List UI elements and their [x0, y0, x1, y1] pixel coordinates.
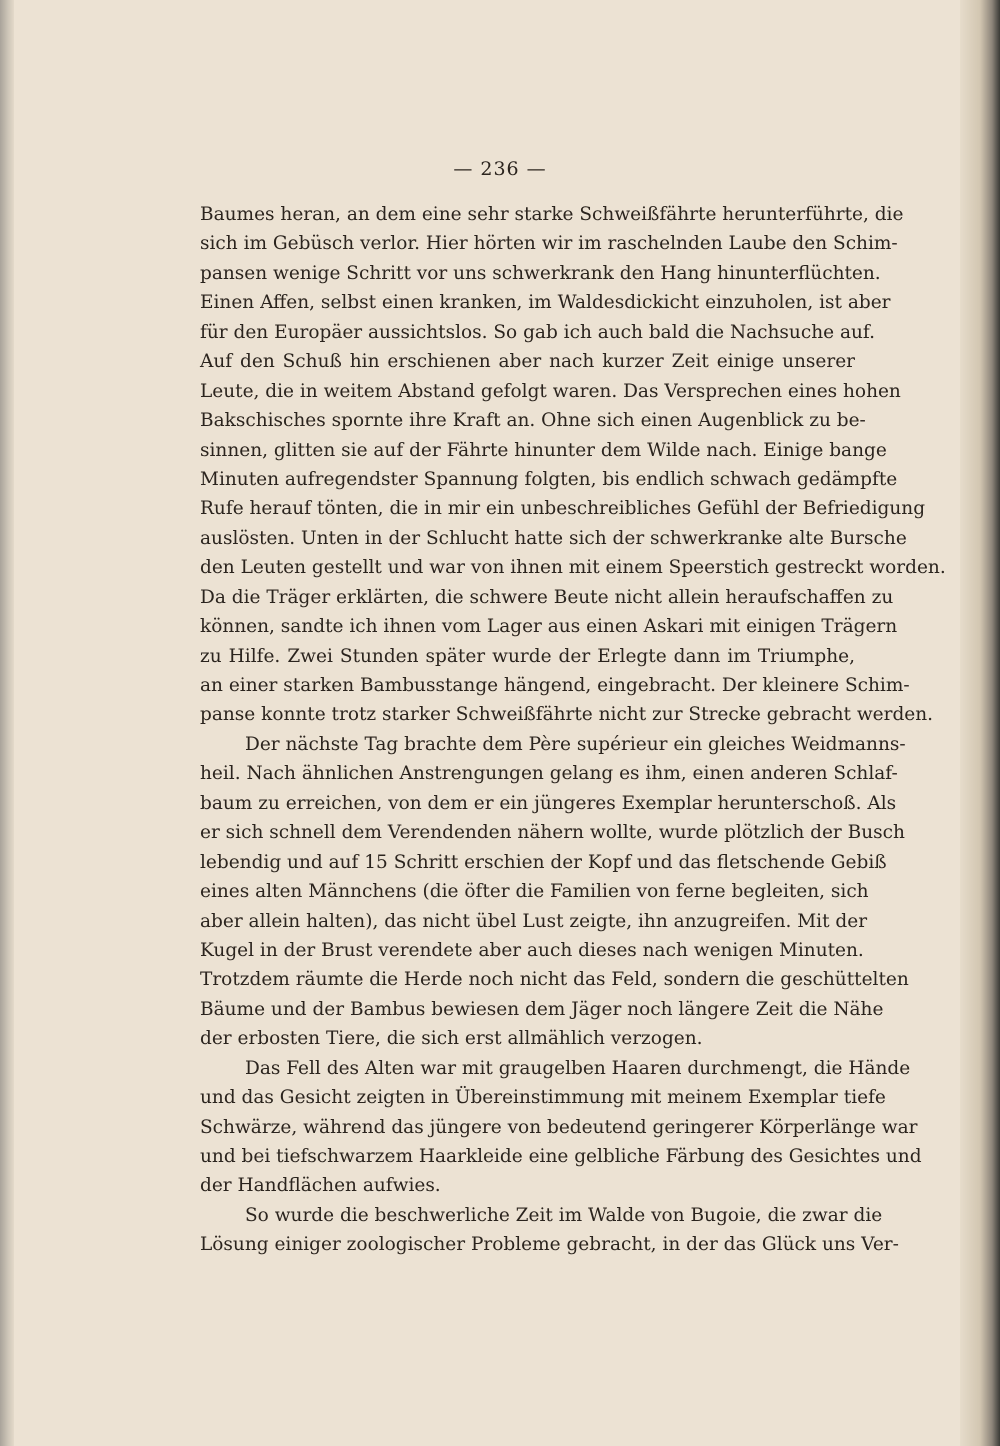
text-line: Trotzdem räumte die Herde noch nicht das Feld, sondern die geschüttelten — [200, 969, 909, 991]
text-line: aber allein halten), das nicht übel Lust zeigte, ihn anzugreifen. Mit der — [200, 910, 868, 932]
page-edge — [960, 0, 1000, 1446]
text-line: Da die Träger erklärten, die schwere Beute nicht allein heraufschaffen zu — [200, 586, 894, 608]
text-line: Rufe herauf tönten, die in mir ein unbeschreibliches Gefühl der Befriedigung — [200, 498, 926, 520]
text-line: er sich schnell dem Verendenden nähern wollte, wurde plötzlich der Busch — [200, 822, 905, 844]
text-line: und bei tiefschwarzem Haarkleide eine gelbliche Färbung des Gesichtes und — [200, 1146, 922, 1167]
text-line: Auf den Schuß hin erschienen aber nach kurzer Zeit einige unserer — [200, 351, 855, 373]
text-line: an einer starken Bambusstange hängend, eingebracht. Der kleinere Schim- — [200, 675, 910, 696]
text-line: Bakschisches spornte ihre Kraft an. Ohne sich einen Augenblick zu be- — [200, 410, 866, 432]
page-number: — 236 — — [453, 158, 547, 180]
text-line: Lösung einiger zoologischer Probleme gebracht, in der das Glück uns Ver- — [200, 1234, 899, 1256]
text-line: sinnen, glitten sie auf der Fährte hinunter dem Wilde nach. Einige bange — [200, 439, 887, 461]
text-line: Der nächste Tag brachte dem Père supérieur ein gleiches Weidmanns- — [245, 733, 906, 755]
book-binding-edge — [0, 0, 14, 1446]
text-line: zu Hilfe. Zwei Stunden später wurde der Erlegte dann im Triumphe, — [200, 645, 855, 667]
text-line: sich im Gebüsch verlor. Hier hörten wir im raschelnden Laube den Schim- — [200, 233, 898, 255]
text-line: Einen Affen, selbst einen kranken, im Waldesdickicht einzuholen, ist aber — [200, 292, 891, 314]
text-line: Minuten aufregendster Spannung folgten, bis endlich schwach gedämpfte — [200, 468, 898, 490]
text-line: Kugel in der Brust verendete aber auch dieses nach wenigen Minuten. — [200, 939, 864, 961]
text-line: So wurde die beschwerliche Zeit im Walde von Bugoie, die zwar die — [245, 1204, 883, 1226]
text-line: pansen wenige Schritt vor uns schwerkrank den Hang hinunterflüchten. — [200, 262, 881, 284]
text-line: den Leuten gestellt und war von ihnen mit einem Speerstich gestreckt worden. — [200, 557, 946, 579]
text-line: baum zu erreichen, von dem er ein jüngeres Exemplar herunterschoß. Als — [200, 792, 897, 814]
text-line: können, sandte ich ihnen vom Lager aus einen Askari mit einigen Trägern — [200, 616, 898, 638]
text-line: der Handflächen aufwies. — [200, 1175, 441, 1197]
text-line: für den Europäer aussichtslos. So gab ich auch bald die Nachsuche auf. — [200, 321, 875, 343]
text-line: Das Fell des Alten war mit graugelben Haaren durchmengt, die Hände — [245, 1057, 911, 1079]
text-line: Schwärze, während das jüngere von bedeutend geringerer Körperlänge war — [200, 1116, 918, 1138]
text-line: heil. Nach ähnlichen Anstrengungen gelang es ihm, einen anderen Schlaf- — [200, 763, 898, 785]
text-line: und das Gesicht zeigten in Übereinstimmung mit meinem Exemplar tiefe — [200, 1087, 886, 1109]
text-line: Bäume und der Bambus bewiesen dem Jäger noch längere Zeit die Nähe — [200, 998, 884, 1020]
text-line: Baumes heran, an dem eine sehr starke Schweißfährte herunterführte, die — [200, 204, 904, 225]
text-line: panse konnte trotz starker Schweißfährte nicht zur Strecke gebracht werden. — [200, 704, 934, 726]
text-line: lebendig und auf 15 Schritt erschien der Kopf und das fletschende Gebiß — [200, 851, 887, 873]
text-line: der erbosten Tiere, die sich erst allmählich verzogen. — [200, 1028, 703, 1050]
text-line: eines alten Männchens (die öfter die Familien von ferne begleiten, sich — [200, 881, 869, 903]
text-line: auslösten. Unten in der Schlucht hatte sich der schwerkranke alte Bursche — [200, 527, 907, 549]
body-text — [200, 200, 946, 1260]
text-line: Leute, die in weitem Abstand gefolgt waren. Das Versprechen eines hohen — [200, 380, 901, 402]
